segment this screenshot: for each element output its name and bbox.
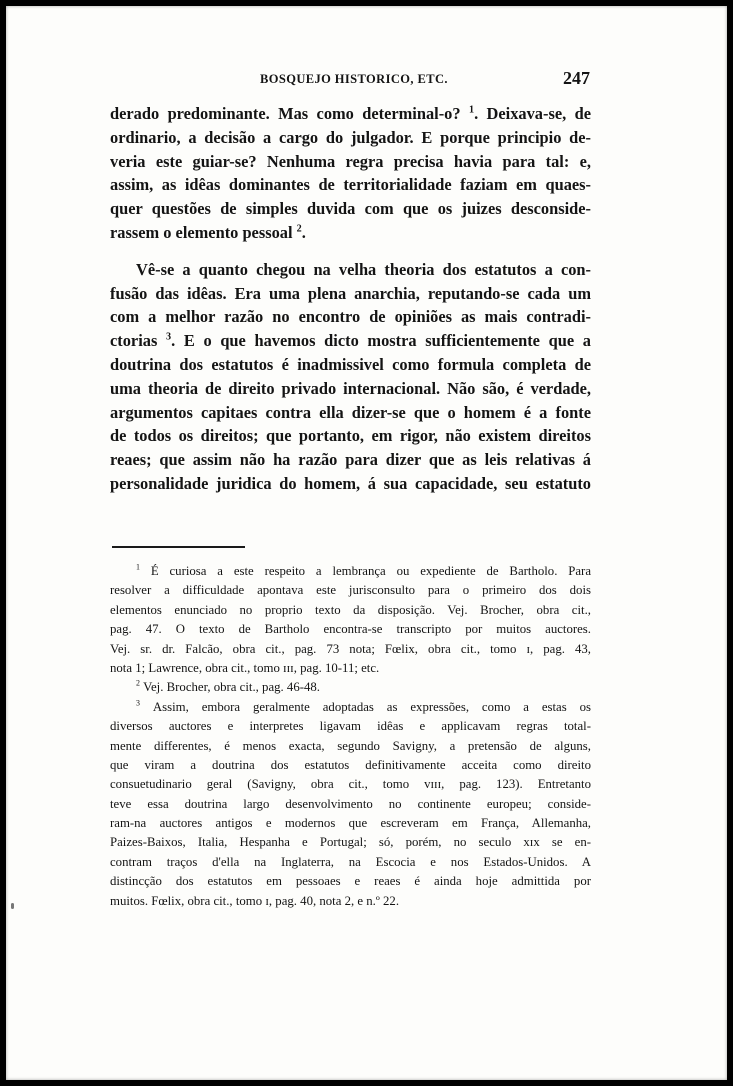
footnote-line: nota 1; Lawrence, obra cit., tomo ɪɪɪ, pag. 10-11; etc. [110,660,380,675]
body-line: com a melhor razão no encontro de opiniões as mais contradi- [110,307,591,327]
footnote-line: ram-na auctores antigos e modernos que escreveram em França, Allemanha, [110,816,591,831]
footnote-line: Paizes-Baixos, Italia, Hespanha e Portugal; só, porém, no seculo xɪx se en- [110,835,591,850]
footnote-line: elementos enunciado no proprio texto da disposição. Vej. Brocher, obra cit., [110,602,591,617]
body-line: derado predominante. Mas como determinal-o? $^1$. Deixava-se, de [110,104,591,123]
body-line: reaes; que assim não ha razão para dizer que as leis relativas á [110,450,591,470]
footnote-line: Vej. sr. dr. Falcão, obra cit., pag. 73 nota; Fœlix, obra cit., tomo ɪ, pag. 43, [110,641,591,656]
ink-smudge [11,903,14,909]
footnote-line: mente differentes, é menos exacta, segundo Savigny, a pretensão de alguns, [110,738,591,753]
body-line: Vê-se a quanto chegou na velha theoria dos estatutos a con- [136,259,591,279]
footnote-ref[interactable]: 3 [166,331,172,343]
body-line: ordinario, a decisão a cargo do julgador. E porque principio de- [110,127,591,147]
book-page [6,6,727,1080]
footnote-separator [112,546,245,548]
footnote-marker: 1 [136,562,140,572]
footnote-line: contram traços d'ella na Inglaterra, na Escocia e nos Estados-Unidos. A [110,854,591,869]
body-line: argumentos capitaes contra ella dizer-se que o homem é a fonte [110,402,591,422]
footnote-ref[interactable]: 1 [468,104,475,116]
footnote-line: que viram a doutrina dos estatutos definitivamente acceita como direito [110,757,591,772]
footnote-line: consuetudinario geral (Savigny, obra cit., tomo ᴠɪɪɪ, pag. 123). Entretanto [110,777,591,792]
body-line: de todos os direitos; que portanto, em rigor, não existem direitos [110,426,591,446]
body-line: quer questões de simples duvida com que os juizes desconside- [110,199,591,219]
footnote-line: teve essa doutrina largo desenvolvimento no continente europeu; conside- [110,796,591,811]
body-line: uma theoria de direito privado internacional. Não são, é verdade, [110,378,591,398]
footnote-line: diversos auctores e interpretes ligavam idêas e applicavam regras total- [110,719,591,734]
body-line: assim, as idêas dominantes de territorialidade faziam em quaes- [110,175,591,195]
footnote-ref[interactable]: 2 [296,223,302,235]
footnote-line: $^3$ Assim, embora geralmente adoptadas as expressões, como a estas os [136,698,592,714]
footnote-line: distincção dos estatutos em pessoaes e reaes é ainda hoje admittida por [110,874,591,889]
body-text [110,102,591,496]
footnote-line: muitos. Fœlix, obra cit., tomo ɪ, pag. 40, nota 2, e n.º 22. [110,893,400,908]
running-title: BOSQUEJO HISTORICO, ETC. [260,72,448,86]
body-line: personalidade juridica do homem, á sua capacidade, seu estatuto [110,473,591,493]
footnote-line: resolver a difficuldade apontava este jurisconsulto para o primeiro dos dois [110,583,591,598]
footnotes [110,562,591,911]
footnote-line: $^2$ Vej. Brocher, obra cit., pag. 46-48. [136,679,320,695]
body-line: ctorias $^3$. E o que havemos dicto mostra sufficientemente que a [110,331,591,351]
body-line: veria este guiar-se? Nenhuma regra precisa havia para tal: e, [110,151,591,171]
footnote-marker: 2 [136,679,140,689]
footnote-line: pag. 47. O texto de Bartholo encontra-se transcripto por muitos auctores. [110,622,591,637]
page-number: 247 [563,68,590,88]
body-line: doutrina dos estatutos é inadmissivel como formula completa de [110,354,591,374]
footnote-marker: 3 [136,698,140,708]
running-head [110,68,590,92]
body-line: fusão das idêas. Era uma plena anarchia, reputando-se cada um [110,283,591,303]
body-line: rassem o elemento pessoal $^2$. [110,222,306,242]
footnote-line: $^1$ É curiosa a este respeito a lembrança ou expediente de Bartholo. Para [136,562,591,578]
